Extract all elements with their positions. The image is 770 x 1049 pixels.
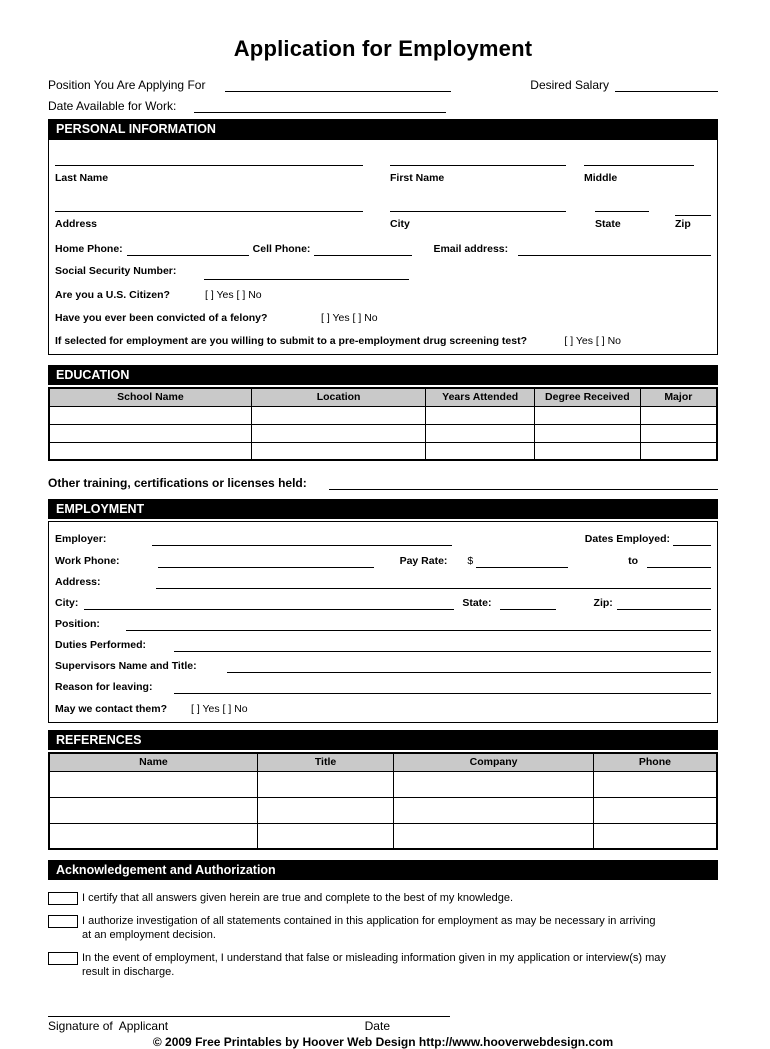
education-cell[interactable] [49, 406, 251, 424]
pay-rate-input-line[interactable] [476, 555, 568, 568]
cell-phone-input-line[interactable] [314, 243, 412, 256]
references-cell[interactable] [49, 823, 257, 849]
contact-them-question: May we contact them? [55, 703, 168, 715]
address-input-line[interactable] [55, 199, 363, 212]
education-cell[interactable] [640, 406, 717, 424]
contact-them-row [55, 701, 711, 716]
work-phone-label: Work Phone: [55, 555, 120, 567]
to-label: to [628, 555, 638, 567]
drug-test-row [55, 333, 711, 348]
education-table [48, 387, 718, 461]
references-header-phone: Phone [593, 753, 717, 771]
education-cell[interactable] [426, 406, 535, 424]
ssn-label: Social Security Number: [55, 265, 177, 277]
dollar-sign: $ [467, 555, 474, 567]
other-training-row [48, 472, 718, 490]
education-cell[interactable] [251, 442, 425, 460]
employer-input-line[interactable] [152, 533, 452, 546]
employer-zip-input-line[interactable] [617, 597, 711, 610]
cell [584, 153, 711, 170]
position-input-line[interactable] [225, 79, 451, 92]
education-header-degree: Degree Received [535, 388, 641, 406]
position-held-input-line[interactable] [126, 618, 711, 631]
citizen-question: Are you a U.S. Citizen? [55, 289, 170, 301]
education-cell[interactable] [535, 406, 641, 424]
address-label: Address [55, 218, 98, 230]
education-row [49, 442, 717, 460]
middle-label: Middle [584, 172, 618, 184]
reason-leaving-label: Reason for leaving: [55, 681, 153, 693]
references-table [48, 752, 718, 850]
references-cell[interactable] [593, 823, 717, 849]
education-header-years: Years Attended [426, 388, 535, 406]
position-held-row [55, 616, 711, 631]
discharge-checkbox[interactable] [48, 952, 78, 965]
section-header-employment: EMPLOYMENT [48, 499, 718, 519]
pay-rate-to-input-line[interactable] [647, 555, 711, 568]
employer-city-row [55, 595, 711, 610]
section-header-education: EDUCATION [48, 365, 718, 385]
references-cell[interactable] [49, 797, 257, 823]
authorize-checkbox[interactable] [48, 915, 78, 928]
education-cell[interactable] [640, 424, 717, 442]
duties-input-line[interactable] [174, 639, 711, 652]
authorize-text: I authorize investigation of all statements contained in this application for employment as may be necessary in arriving at an employment decision. [82, 915, 656, 941]
last-name-label: Last Name [55, 172, 109, 184]
employer-row [55, 531, 711, 546]
discharge-text: In the event of employment, I understand that false or misleading information given in my application or interview(s) may result in discharge. [82, 952, 666, 978]
position-label: Position You Are Applying For [48, 78, 206, 92]
acknowledgement-item [48, 891, 718, 905]
references-cell[interactable] [257, 771, 393, 797]
certify-text: I certify that all answers given herein are true and complete to the best of my knowledge. [82, 892, 514, 904]
education-cell[interactable] [535, 424, 641, 442]
date-available-row [48, 95, 718, 113]
address-labels-row [55, 216, 711, 231]
education-row [49, 406, 717, 424]
employer-state-input-line[interactable] [500, 597, 556, 610]
references-cell[interactable] [49, 771, 257, 797]
education-cell[interactable] [426, 424, 535, 442]
reason-leaving-input-line[interactable] [174, 681, 711, 694]
education-header-row [49, 388, 717, 406]
references-cell[interactable] [394, 797, 594, 823]
felony-yes-no-checkboxes[interactable]: [ ] Yes [ ] No [321, 312, 378, 324]
state-label: State [595, 218, 621, 230]
employer-state-label: State: [462, 597, 492, 609]
references-cell[interactable] [257, 823, 393, 849]
education-row [49, 424, 717, 442]
education-header-location: Location [251, 388, 425, 406]
felony-question: Have you ever been convicted of a felony? [55, 312, 268, 324]
section-header-acknowledgement: Acknowledgement and Authorization [48, 860, 718, 880]
drug-test-question: If selected for employment are you willing to submit to a pre-employment drug screening test? [55, 335, 527, 347]
copyright-footer: © 2009 Free Printables by Hoover Web Design http://www.hooverwebdesign.com [152, 1035, 614, 1049]
ssn-row [55, 263, 711, 278]
cell [55, 199, 390, 216]
ssn-input-line[interactable] [204, 278, 409, 280]
supervisor-input-line[interactable] [227, 660, 711, 673]
certify-checkbox[interactable] [48, 892, 78, 905]
reason-leaving-row [55, 679, 711, 694]
desired-salary-input-line[interactable] [615, 79, 718, 92]
home-phone-label: Home Phone: [55, 243, 123, 255]
last-name-input-line[interactable] [55, 153, 363, 166]
references-header-name: Name [49, 753, 257, 771]
signature-line[interactable] [48, 1015, 450, 1017]
first-name-input-line[interactable] [390, 153, 566, 166]
education-header-school: School Name [49, 388, 251, 406]
references-cell[interactable] [593, 797, 717, 823]
city-label: City [390, 218, 410, 230]
citizen-row [55, 287, 711, 302]
education-cell[interactable] [251, 406, 425, 424]
education-cell[interactable] [640, 442, 717, 460]
employer-address-label: Address: [55, 576, 101, 588]
references-cell[interactable] [394, 823, 594, 849]
pay-rate-label: Pay Rate: [399, 555, 448, 567]
education-cell[interactable] [251, 424, 425, 442]
education-cell[interactable] [535, 442, 641, 460]
date-available-input-line[interactable] [194, 100, 446, 113]
cell [595, 199, 675, 216]
home-phone-input-line[interactable] [127, 243, 249, 256]
city-input-line[interactable] [390, 199, 566, 212]
references-header-row [49, 753, 717, 771]
employment-box [48, 521, 718, 723]
page-title: Application for Employment [233, 36, 533, 61]
employer-city-label: City: [55, 597, 79, 609]
duties-label: Duties Performed: [55, 639, 147, 651]
zip-input-line[interactable] [675, 203, 711, 216]
state-input-line[interactable] [595, 199, 649, 212]
references-row [49, 771, 717, 797]
email-label: Email address: [433, 243, 509, 255]
supervisor-row [55, 658, 711, 673]
employer-zip-label: Zip: [593, 597, 613, 609]
education-header-major: Major [640, 388, 717, 406]
references-cell[interactable] [394, 771, 594, 797]
references-row [49, 823, 717, 849]
other-training-label: Other training, certifications or licenses held: [48, 476, 307, 490]
employer-address-input-line[interactable] [156, 576, 711, 589]
employer-city-input-line[interactable] [84, 597, 454, 610]
section-header-personal-information: PERSONAL INFORMATION [48, 119, 718, 139]
supervisor-label: Supervisors Name and Title: [55, 660, 197, 672]
acknowledgement-item [48, 914, 718, 942]
signature-applicant-label: Signature of Applicant [48, 1019, 169, 1033]
work-phone-input-line[interactable] [158, 555, 374, 568]
drug-test-yes-no-checkboxes[interactable]: [ ] Yes [ ] No [564, 335, 621, 347]
cell-phone-label: Cell Phone: [252, 243, 311, 255]
duties-row [55, 637, 711, 652]
references-header-company: Company [394, 753, 594, 771]
dates-employed-label: Dates Employed: [584, 533, 670, 545]
signature-date-label: Date [364, 1019, 390, 1033]
dates-employed-input-line[interactable] [673, 533, 711, 546]
acknowledgement-item [48, 951, 718, 979]
middle-name-input-line[interactable] [584, 153, 694, 166]
email-input-line[interactable] [518, 243, 711, 256]
education-cell[interactable] [49, 424, 251, 442]
employer-address-row [55, 574, 711, 589]
signature-labels-row [48, 1019, 450, 1033]
zip-label: Zip [675, 218, 691, 230]
other-training-input-line[interactable] [329, 477, 718, 490]
acknowledgement-items [48, 891, 718, 979]
citizen-yes-no-checkboxes[interactable]: [ ] Yes [ ] No [205, 289, 262, 301]
personal-information-box [48, 139, 718, 355]
desired-salary-label: Desired Salary [530, 78, 609, 92]
cell [390, 199, 595, 216]
employer-label: Employer: [55, 533, 107, 545]
position-held-label: Position: [55, 618, 100, 630]
references-cell[interactable] [257, 797, 393, 823]
references-row [49, 797, 717, 823]
date-available-label: Date Available for Work: [48, 99, 177, 113]
felony-row [55, 310, 711, 325]
cell [55, 153, 390, 170]
address-lines-row [55, 199, 711, 216]
education-cell[interactable] [426, 442, 535, 460]
position-salary-row [48, 74, 718, 92]
contact-them-yes-no-checkboxes[interactable]: [ ] Yes [ ] No [191, 703, 248, 715]
work-phone-row [55, 553, 711, 568]
cell [675, 203, 711, 216]
first-name-label: First Name [390, 172, 445, 184]
name-lines-row [55, 153, 711, 170]
name-labels-row [55, 170, 711, 185]
references-cell[interactable] [593, 771, 717, 797]
section-header-references: REFERENCES [48, 730, 718, 750]
phones-row [55, 241, 711, 256]
references-header-title: Title [257, 753, 393, 771]
education-cell[interactable] [49, 442, 251, 460]
cell [390, 153, 584, 170]
